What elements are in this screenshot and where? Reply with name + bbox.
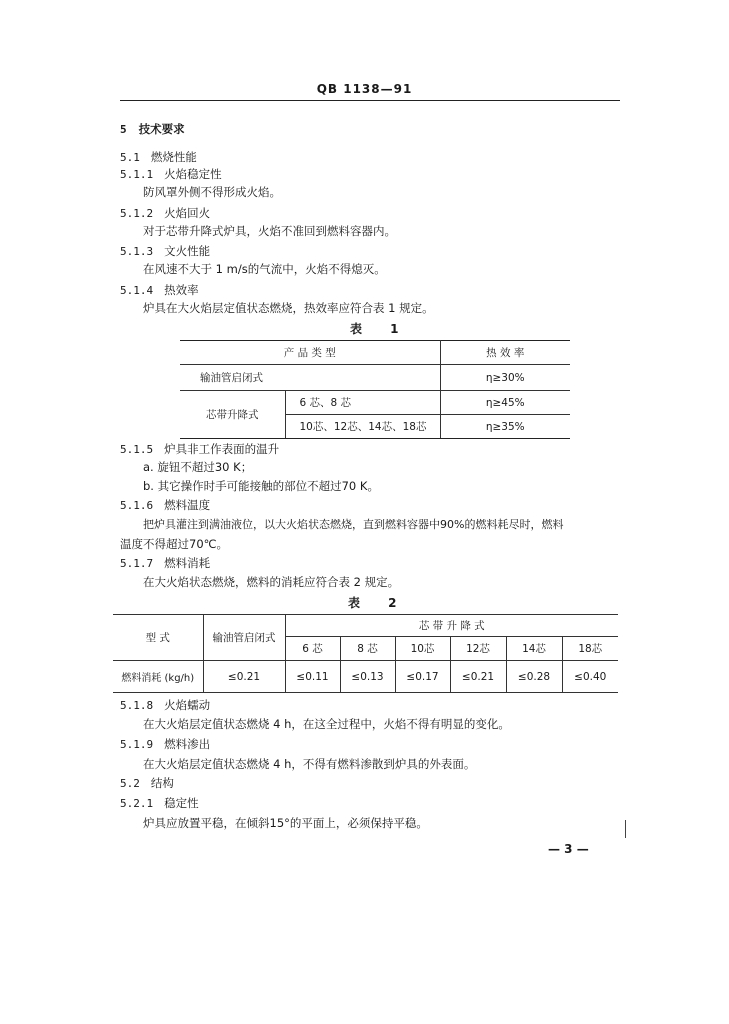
section-title: 火焰回火 xyxy=(164,206,211,220)
row-efficiency: η≥30% xyxy=(440,365,570,391)
section-title: 燃料温度 xyxy=(164,498,211,512)
section-5-1 xyxy=(120,150,197,165)
scan-margin-mark xyxy=(625,820,626,838)
table-2-caption: 表 2 xyxy=(348,596,409,610)
section-5-1-4-body: 炉具在大火焰层定值状态燃烧，热效率应符合表 1 规定。 xyxy=(143,301,434,315)
section-number: 5.1.9 xyxy=(120,738,154,751)
row-subtype: 10芯、12芯、14芯、18芯 xyxy=(285,415,440,439)
row-wick-18-value: ≤0.40 xyxy=(562,661,618,693)
section-5-1-5-item-a: a. 旋钮不超过30 K； xyxy=(143,460,253,474)
table-row xyxy=(113,661,618,693)
header-model: 型 式 xyxy=(113,615,203,661)
row-wick-14-value: ≤0.28 xyxy=(506,661,562,693)
section-5-1-5 xyxy=(120,442,279,457)
header-wick-10: 10芯 xyxy=(395,637,450,661)
row-efficiency: η≥35% xyxy=(440,415,570,439)
header-efficiency: 热 效 率 xyxy=(440,341,570,365)
section-number: 5.1.1 xyxy=(120,168,154,181)
section-5 xyxy=(120,122,185,137)
section-number: 5.1.4 xyxy=(120,284,154,297)
header-wick-type: 芯 带 升 降 式 xyxy=(285,615,618,637)
section-number: 5 xyxy=(120,123,127,136)
section-number: 5.1.6 xyxy=(120,499,154,512)
section-title: 燃料渗出 xyxy=(164,737,211,751)
row-efficiency: η≥45% xyxy=(440,391,570,415)
section-title: 结构 xyxy=(150,776,174,790)
page-number: — 3 — xyxy=(548,842,589,856)
row-pipe-value: ≤0.21 xyxy=(203,661,285,693)
section-5-1-7 xyxy=(120,556,210,571)
table-row xyxy=(180,391,570,415)
table-1-header-row xyxy=(180,341,570,365)
section-5-2-1 xyxy=(120,796,199,811)
section-5-1-1-body: 防风罩外侧不得形成火焰。 xyxy=(143,185,281,199)
section-number: 5.1.7 xyxy=(120,557,154,570)
section-5-1-2 xyxy=(120,206,210,221)
section-title: 文火性能 xyxy=(164,244,211,258)
header-wick-12: 12芯 xyxy=(450,637,506,661)
section-5-1-6-body-1: 把炉具灌注到满油液位，以大火焰状态燃烧，直到燃料容器中90%的燃料耗尽时，燃料 xyxy=(143,518,564,531)
section-5-1-9 xyxy=(120,737,210,752)
section-5-1-1 xyxy=(120,167,222,182)
section-title: 火焰蠕动 xyxy=(164,698,211,712)
section-5-1-8-body: 在大火焰层定值状态燃烧 4 h，在这全过程中，火焰不得有明显的变化。 xyxy=(143,717,510,731)
row-label: 燃料消耗 (kg/h) xyxy=(113,661,203,693)
section-number: 5.2 xyxy=(120,777,140,790)
section-title: 稳定性 xyxy=(164,796,199,810)
header-wick-14: 14芯 xyxy=(506,637,562,661)
section-5-1-7-body: 在大火焰状态燃烧，燃料的消耗应符合表 2 规定。 xyxy=(143,575,400,589)
standard-code-header: QB 1138—91 xyxy=(316,82,413,96)
header-wick-8: 8 芯 xyxy=(340,637,395,661)
section-title: 燃料消耗 xyxy=(164,556,211,570)
table-2-header-row xyxy=(113,615,618,637)
section-5-1-6 xyxy=(120,498,210,513)
section-title: 火焰稳定性 xyxy=(164,167,222,181)
section-5-2 xyxy=(120,776,174,791)
row-wick-6-value: ≤0.11 xyxy=(285,661,340,693)
section-5-1-4 xyxy=(120,283,199,298)
table-2 xyxy=(113,614,618,693)
section-number: 5.1.3 xyxy=(120,245,154,258)
header-product-type: 产 品 类 型 xyxy=(180,341,440,365)
row-wick-10-value: ≤0.17 xyxy=(395,661,450,693)
header-pipe-type: 输油管启闭式 xyxy=(203,615,285,661)
section-5-1-9-body: 在大火焰层定值状态燃烧 4 h，不得有燃料渗散到炉具的外表面。 xyxy=(143,757,476,771)
section-number: 5.2.1 xyxy=(120,797,154,810)
section-5-1-3-body: 在风速不大于 1 m/s的气流中，火焰不得熄灭。 xyxy=(143,262,386,276)
section-5-2-1-body: 炉具应放置平稳，在倾斜15°的平面上，必须保持平稳。 xyxy=(143,816,428,830)
row-type: 输油管启闭式 xyxy=(180,365,440,391)
section-title: 热效率 xyxy=(164,283,199,297)
section-title: 燃烧性能 xyxy=(150,150,197,164)
section-5-1-6-body-2: 温度不得超过70℃。 xyxy=(120,537,229,551)
header-rule xyxy=(120,100,620,101)
header-wick-18: 18芯 xyxy=(562,637,618,661)
table-row xyxy=(180,365,570,391)
row-subtype: 6 芯、8 芯 xyxy=(285,391,440,415)
section-number: 5.1 xyxy=(120,151,140,164)
section-title: 技术要求 xyxy=(138,122,185,136)
header-wick-6: 6 芯 xyxy=(285,637,340,661)
section-5-1-2-body: 对于芯带升降式炉具，火焰不准回到燃料容器内。 xyxy=(143,224,396,238)
section-number: 5.1.8 xyxy=(120,699,154,712)
section-number: 5.1.5 xyxy=(120,443,154,456)
section-5-1-3 xyxy=(120,244,210,259)
row-wick-8-value: ≤0.13 xyxy=(340,661,395,693)
section-5-1-5-item-b: b. 其它操作时手可能接触的部位不超过70 K。 xyxy=(143,479,379,493)
table-1 xyxy=(180,340,570,439)
row-type: 芯带升降式 xyxy=(180,391,285,439)
row-wick-12-value: ≤0.21 xyxy=(450,661,506,693)
section-number: 5.1.2 xyxy=(120,207,154,220)
section-title: 炉具非工作表面的温升 xyxy=(164,442,280,456)
section-5-1-8 xyxy=(120,698,210,713)
table-1-caption: 表 1 xyxy=(350,322,411,336)
